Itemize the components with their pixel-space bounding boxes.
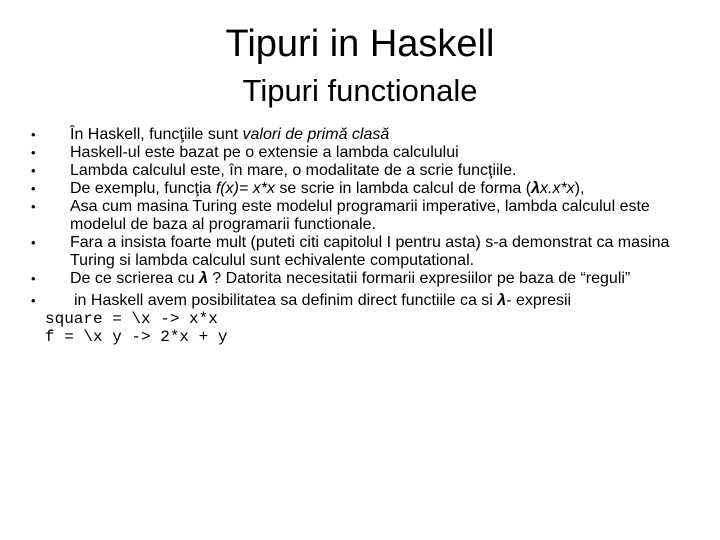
slide-subtitle: Tipuri functionale (242, 73, 478, 108)
bullet-item (28, 180, 708, 198)
bullet-text-part: În Haskell, funcţiile sunt (70, 126, 243, 143)
bullet-text-part: ? Datorita necesitatii formarii expresiilor pe baza de “reguli” (207, 270, 631, 287)
code-line: square = \x -> x*x (45, 310, 218, 328)
lambda-symbol: λ (531, 180, 540, 197)
bullet-text-part: in Haskell avem posibilitatea sa definim direct functiile ca si (74, 292, 498, 309)
bullet-marker: • (31, 293, 36, 308)
lambda-symbol: λ (497, 292, 507, 309)
bullet-marker: • (31, 235, 36, 250)
lambda-symbol: λ (198, 270, 208, 287)
bullet-marker: • (31, 271, 36, 286)
bullet-marker: • (31, 127, 36, 142)
slide-body (28, 126, 708, 346)
bullet-text (70, 126, 389, 144)
bullet-emphasis: valori de primă clasă (242, 126, 390, 143)
bullet-item (28, 144, 708, 162)
bullet-text: Lambda calculul este, în mare, o modalitate de a scrie funcţiile. (70, 162, 517, 179)
bullet-text: Haskell-ul este bazat pe o extensie a lambda calculului (70, 144, 459, 161)
bullet-text (70, 270, 670, 288)
bullet-text: Fara a insista foarte mult (puteti citi capitolul I pentru asta) s-a demonstrat ca masina Turing si lambda calculul sunt echivalente computational. (70, 234, 670, 269)
bullet-text-part: ), (574, 180, 585, 197)
bullet-text: Asa cum masina Turing este modelul programarii imperative, lambda calculul este modelul de baza al programarii functionale. (70, 198, 650, 233)
bullet-marker: • (31, 199, 36, 214)
bullet-marker: • (31, 163, 36, 178)
bullet-item (28, 162, 708, 180)
bullet-item (28, 198, 708, 234)
slide-title: Tipuri in Haskell (225, 23, 495, 65)
bullet-text-part: - expresii (506, 292, 572, 309)
bullet-text-part: se scrie in lambda calcul de forma ( (274, 180, 532, 197)
bullet-item (28, 234, 708, 270)
bullet-item (28, 270, 708, 288)
bullet-item (28, 292, 708, 310)
bullet-text (74, 292, 571, 309)
bullet-text-part: De ce scrierea cu (70, 270, 199, 287)
code-line: f = \x y -> 2*x + y (45, 328, 228, 346)
bullet-marker: • (31, 145, 36, 160)
bullet-emphasis: f(x)= x*x (215, 180, 275, 197)
bullet-text (70, 180, 584, 198)
bullet-marker: • (31, 181, 36, 196)
bullet-text-part: De exemplu, funcţia (70, 180, 216, 197)
bullet-item (28, 126, 708, 144)
bullet-emphasis: x.x*x (540, 180, 575, 197)
